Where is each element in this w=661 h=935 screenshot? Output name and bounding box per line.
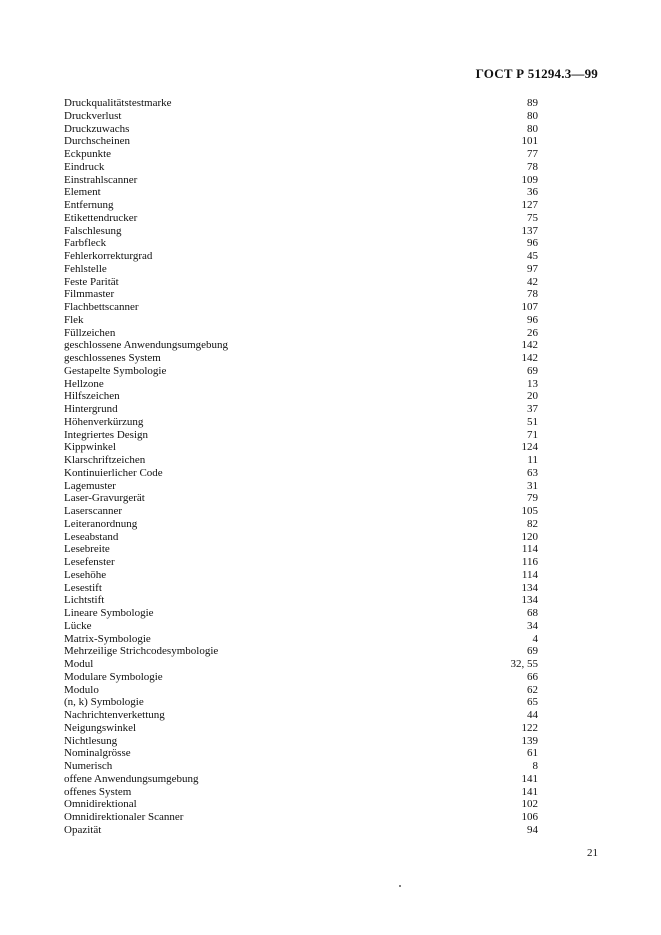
index-term: Lesehöhe — [64, 568, 107, 581]
index-page-ref: 36 — [527, 186, 538, 199]
index-entry — [64, 339, 538, 352]
index-entry — [64, 709, 538, 722]
index-page-ref: 96 — [527, 313, 538, 326]
index-entry — [64, 237, 538, 250]
index-entry — [64, 582, 538, 595]
index-term: Lesebreite — [64, 543, 110, 556]
index-page-ref: 75 — [527, 211, 538, 224]
index-term: Durchscheinen — [64, 135, 130, 148]
index-page-ref: 106 — [521, 811, 538, 823]
index-page-ref: 31 — [527, 479, 538, 492]
index-entry — [64, 416, 538, 429]
index-page-ref: 122 — [521, 721, 538, 734]
index-page-ref: 97 — [527, 262, 538, 275]
index-term: (n, k) Symbologie — [64, 696, 144, 709]
index-term: Eckpunkte — [64, 148, 112, 160]
index-entry — [64, 365, 538, 378]
term-index-list — [64, 97, 538, 837]
index-term: Farbfleck — [64, 237, 107, 250]
index-page-ref: 13 — [527, 377, 538, 390]
index-entry — [64, 327, 538, 340]
index-term: Omnidirektionaler Scanner — [64, 811, 184, 823]
index-entry — [64, 798, 538, 811]
index-page-ref: 4 — [532, 632, 538, 645]
index-entry — [64, 658, 538, 671]
index-entry — [64, 174, 538, 187]
index-term: Fehlstelle — [64, 262, 107, 275]
index-term: Höhenverkürzung — [64, 415, 144, 428]
index-page-ref: 101 — [521, 135, 538, 148]
index-page-ref: 105 — [521, 505, 538, 517]
index-page-ref: 32, 55 — [510, 658, 538, 670]
index-entry — [64, 135, 538, 148]
index-page-ref: 134 — [521, 594, 538, 607]
index-entry — [64, 735, 538, 748]
index-page-ref: 82 — [527, 517, 538, 530]
index-term: Integriertes Design — [64, 428, 148, 441]
index-term: Füllzeichen — [64, 326, 116, 339]
index-page-ref: 63 — [527, 466, 538, 479]
index-page-ref: 61 — [527, 747, 538, 760]
index-entry — [64, 301, 538, 314]
index-page-ref: 80 — [527, 109, 538, 122]
index-term: Lichtstift — [64, 594, 105, 607]
index-entry — [64, 773, 538, 786]
index-term: Lesefenster — [64, 556, 115, 568]
index-entry — [64, 543, 538, 556]
index-term: Fehlerkorrekturgrad — [64, 250, 153, 262]
index-page-ref: 127 — [521, 199, 538, 211]
index-entry — [64, 620, 538, 633]
index-entry — [64, 594, 538, 607]
index-term: Flek — [64, 313, 84, 326]
index-entry — [64, 824, 538, 837]
index-entry — [64, 288, 538, 301]
index-term: Neigungswinkel — [64, 721, 137, 734]
index-entry — [64, 97, 538, 110]
index-term: Entfernung — [64, 199, 114, 211]
index-term: Etikettendrucker — [64, 211, 138, 224]
index-term: Nichtlesung — [64, 734, 118, 747]
index-page-ref: 26 — [527, 326, 538, 339]
index-term: Flachbettscanner — [64, 301, 139, 313]
index-entry — [64, 467, 538, 480]
index-page-ref: 141 — [521, 772, 538, 785]
index-term: Matrix-Symbologie — [64, 632, 151, 645]
index-term: Hintergrund — [64, 403, 118, 415]
index-entry — [64, 786, 538, 799]
page-number: 21 — [587, 847, 598, 859]
index-term: Filmmaster — [64, 288, 115, 301]
index-entry — [64, 811, 538, 824]
index-term: Modulare Symbologie — [64, 670, 163, 683]
index-term: Laser-Gravurgerät — [64, 492, 145, 505]
index-term: Mehrzeilige Strichcodesymbologie — [64, 645, 219, 658]
index-entry — [64, 645, 538, 658]
stray-dot-mark — [399, 885, 401, 887]
index-term: Druckverlust — [64, 109, 122, 122]
index-page-ref: 69 — [527, 645, 538, 658]
index-term: Lesestift — [64, 581, 102, 594]
index-entry — [64, 454, 538, 467]
index-entry — [64, 722, 538, 735]
index-term: Laserscanner — [64, 505, 123, 517]
index-entry — [64, 148, 538, 161]
index-entry — [64, 505, 538, 518]
index-entry — [64, 429, 538, 442]
index-entry — [64, 250, 538, 263]
index-term: Lagemuster — [64, 479, 116, 492]
index-term: Nachrichtenverkettung — [64, 709, 165, 721]
index-term: Opazität — [64, 823, 102, 836]
index-entry — [64, 633, 538, 646]
index-term: offene Anwendungsumgebung — [64, 772, 199, 785]
index-page-ref: 114 — [521, 543, 538, 556]
index-entry — [64, 378, 538, 391]
index-term: Omnidirektional — [64, 798, 137, 811]
index-page-ref: 89 — [527, 97, 538, 109]
index-page-ref: 114 — [521, 568, 538, 581]
index-page-ref: 66 — [527, 670, 538, 683]
index-page-ref: 139 — [521, 734, 538, 747]
index-page-ref: 11 — [527, 454, 538, 466]
index-page-ref: 124 — [521, 441, 538, 454]
index-entry — [64, 696, 538, 709]
index-page-ref: 134 — [521, 581, 538, 594]
index-term: Gestapelte Symbologie — [64, 364, 167, 377]
index-page-ref: 142 — [521, 352, 538, 364]
index-page-ref: 80 — [527, 122, 538, 135]
index-entry — [64, 518, 538, 531]
index-entry — [64, 276, 538, 289]
index-term: geschlossenes System — [64, 352, 161, 364]
index-entry — [64, 123, 538, 136]
index-term: Druckqualitätstestmarke — [64, 97, 172, 109]
index-entry — [64, 441, 538, 454]
index-term: Modul — [64, 658, 94, 670]
index-entry — [64, 314, 538, 327]
index-term: Feste Parität — [64, 275, 119, 288]
index-term: Lineare Symbologie — [64, 607, 154, 619]
index-page-ref: 78 — [527, 160, 538, 173]
index-page-ref: 120 — [521, 530, 538, 543]
index-entry — [64, 531, 538, 544]
index-page-ref: 71 — [527, 428, 538, 441]
index-term: Falschlesung — [64, 224, 122, 237]
index-term: offenes System — [64, 785, 132, 798]
index-entry — [64, 569, 538, 582]
index-term: Leiteranordnung — [64, 517, 138, 530]
index-page-ref: 137 — [521, 224, 538, 237]
index-term: Nominalgrösse — [64, 747, 131, 760]
index-term: Kippwinkel — [64, 441, 116, 454]
index-page-ref: 141 — [521, 785, 538, 798]
index-entry — [64, 263, 538, 276]
index-term: Lücke — [64, 619, 92, 632]
index-page-ref: 78 — [527, 288, 538, 301]
index-page-ref: 20 — [527, 390, 538, 403]
index-page-ref: 69 — [527, 364, 538, 377]
index-entry — [64, 212, 538, 225]
index-page-ref: 109 — [521, 173, 538, 186]
index-term: Kontinuierlicher Code — [64, 466, 163, 479]
index-term: Einstrahlscanner — [64, 173, 138, 186]
index-term: geschlossene Anwendungsumgebung — [64, 339, 229, 352]
index-term: Hellzone — [64, 377, 104, 390]
index-page-ref: 42 — [527, 275, 538, 288]
index-term: Klarschriftzeichen — [64, 454, 146, 466]
index-page-ref: 62 — [527, 683, 538, 696]
index-page-ref: 96 — [527, 237, 538, 250]
index-entry — [64, 199, 538, 212]
index-page-ref: 107 — [521, 301, 538, 313]
index-page-ref: 94 — [527, 823, 538, 836]
index-entry — [64, 747, 538, 760]
index-entry — [64, 225, 538, 238]
index-entry — [64, 684, 538, 697]
index-page-ref: 102 — [521, 798, 538, 811]
index-page-ref: 79 — [527, 492, 538, 505]
index-entry — [64, 760, 538, 773]
index-term: Druckzuwachs — [64, 122, 130, 135]
index-entry — [64, 110, 538, 123]
index-entry — [64, 186, 538, 199]
index-term: Numerisch — [64, 760, 113, 772]
index-page-ref: 34 — [527, 619, 538, 632]
index-page-ref: 142 — [521, 339, 538, 352]
index-term: Element — [64, 186, 101, 199]
index-entry — [64, 492, 538, 505]
index-entry — [64, 161, 538, 174]
index-page-ref: 51 — [527, 415, 538, 428]
index-entry — [64, 480, 538, 493]
index-term: Modulo — [64, 683, 99, 696]
index-page-ref: 65 — [527, 696, 538, 709]
index-entry — [64, 352, 538, 365]
index-entry — [64, 390, 538, 403]
index-page-ref: 68 — [527, 607, 538, 619]
index-entry — [64, 403, 538, 416]
index-page-ref: 44 — [527, 709, 538, 721]
index-term: Leseabstand — [64, 530, 119, 543]
index-page-ref: 77 — [527, 148, 538, 160]
index-page-ref: 45 — [527, 250, 538, 262]
index-entry — [64, 607, 538, 620]
index-term: Eindruck — [64, 160, 105, 173]
index-page-ref: 116 — [521, 556, 538, 568]
index-entry — [64, 671, 538, 684]
index-entry — [64, 556, 538, 569]
index-page-ref: 8 — [532, 760, 538, 772]
index-term: Hilfszeichen — [64, 390, 120, 403]
index-page-ref: 37 — [527, 403, 538, 415]
document-header: ГОСТ Р 51294.3—99 — [475, 66, 598, 81]
